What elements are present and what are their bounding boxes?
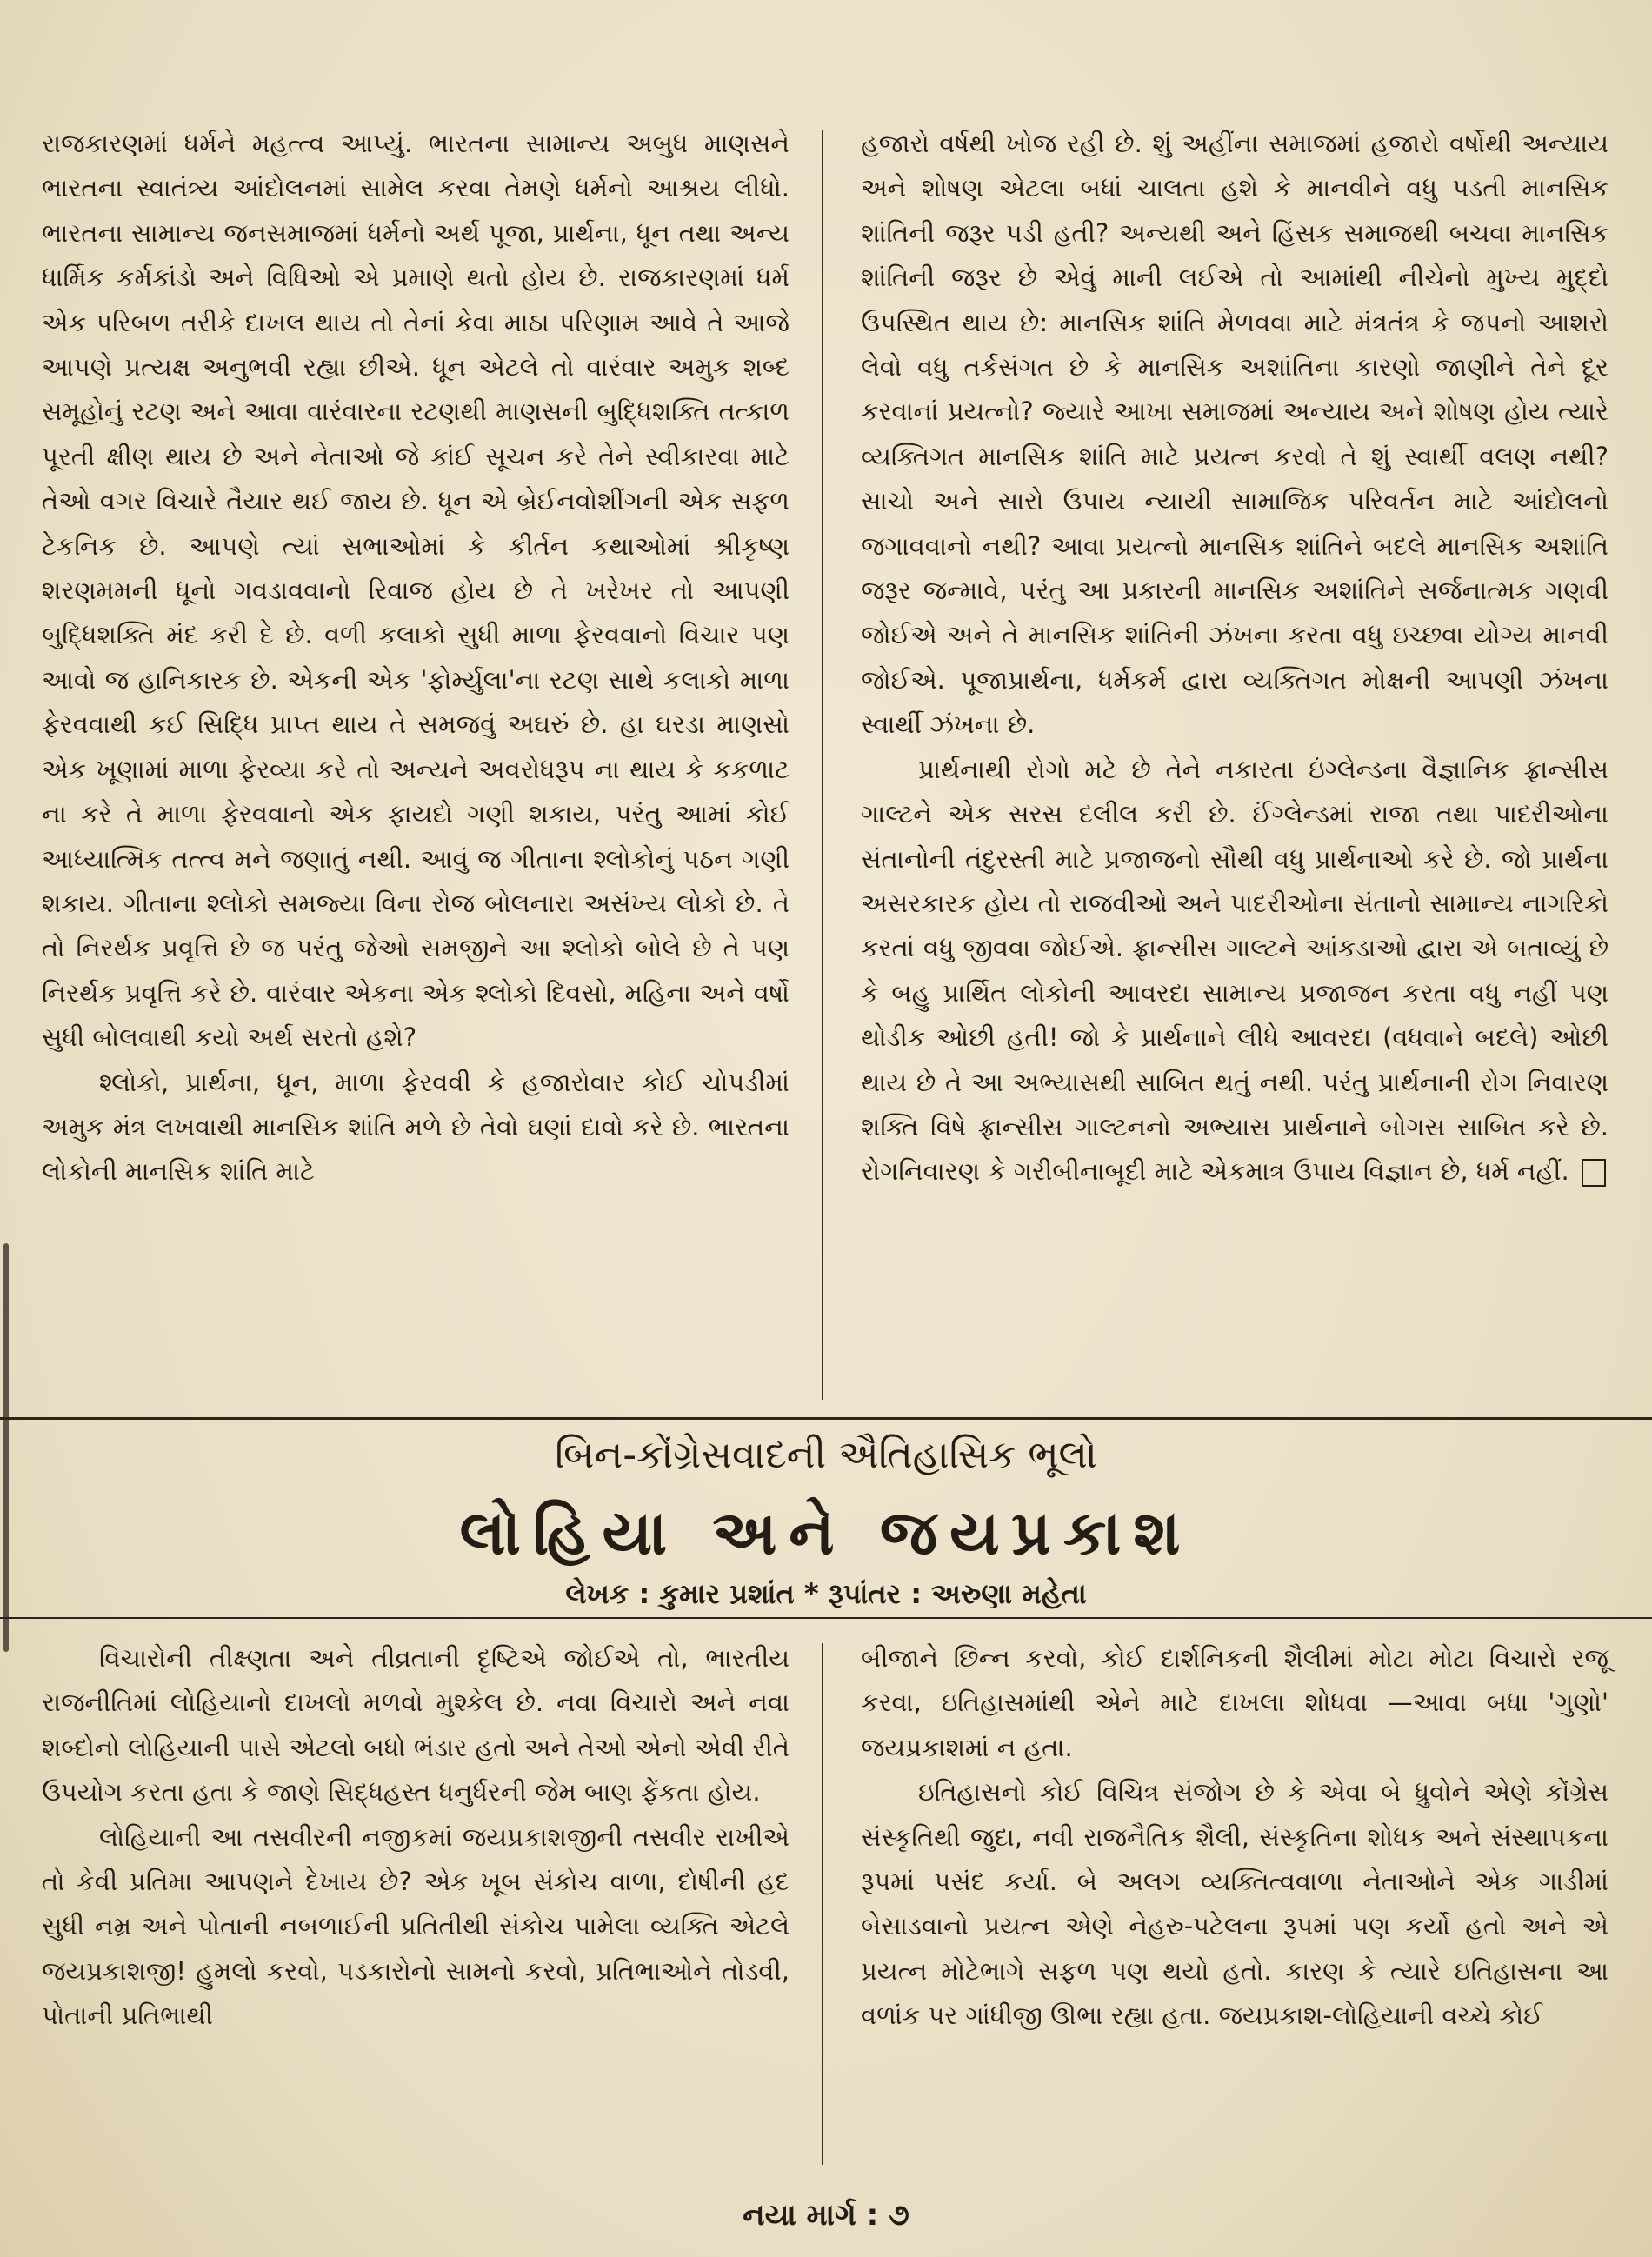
paragraph-text: પ્રાર્થનાથી રોગો મટે છે તેને નકારતા ઇંગ્લેન્ડના વૈજ્ઞાનિક ફ્રાન્સીસ ગાલ્ટને એક સરસ દલીલ કરી છે. ઈંગ્લેન્ડમાં રાજા તથા પાદરીઓના સંતાનોની તંદુરસ્તી માટે પ્રજાજનો સૌથી વધુ પ્રાર્થનાઓ કરે છે. જો પ્રાર્થના અસરકારક હોય તો રાજવીઓ અને પાદરીઓના સંતાનો સામાન્ય નાગરિકો કરતાં વધુ જીવવા જોઈએ. ફ્રાન્સીસ ગાલ્ટને આંકડાઓ દ્વારા એ બતાવ્યું છે કે બહુ પ્રાર્થિત લોકોની આવરદા સામાન્ય પ્રજાજન કરતા વધુ નહીં પણ થોડીક ઓછી હતી! જો કે પ્રાર્થનાને લીધે આવરદા (વધવાને બદલે) ઓછી થાય છે તે આ અભ્યાસથી સાબિત થતું નથી. પરંતુ પ્રાર્થનાની રોગ નિવારણ શક્તિ વિષે ફ્રાન્સીસ ગાલ્ટનનો અભ્યાસ પ્રાર્થનાને બોગસ સાબિત કરે છે. રોગનિવારણ કે ગરીબીનાબૂદી માટે એકમાત્ર ઉપાય વિજ્ઞાન છે, ધર્મ નહીં. xyxy=(861,754,1609,1187)
paragraph: બીજાને છિન્ન કરવો, કોઈ દાર્શનિકની શૈલીમાં મોટા મોટા વિચારો રજૂ કરવા, ઇતિહાસમાંથી એને માટે દાખલા શોધવા —આવા બધા 'ગુણો' જયપ્રકાશમાં ન હતા. xyxy=(861,1643,1609,1762)
paragraph: હજારો વર્ષથી ખોજ રહી છે. શું અહીંના સમાજમાં હજારો વર્ષોથી અન્યાય અને શોષણ એટલા બધાં ચાલતા હશે કે માનવીને વધુ પડતી માનસિક શાંતિની જરૂર પડી હતી? અન્યથી અને હિંસક સમાજથી બચવા માનસિક શાંતિની જરૂર છે એવું માની લઈએ તો આમાંથી નીચેનો મુખ્ય મુદ્દો ઉપસ્થિત થાય છે: માનસિક શાંતિ મેળવવા માટે મંત્રતંત્ર કે જપનો આશરો લેવો વધુ તર્કસંગત છે કે માનસિક અશાંતિના કારણો જાણીને તેને દૂર કરવાનાં પ્રયત્નો? જ્યારે આખા સમાજમાં અન્યાય અને શોષણ હોય ત્યારે વ્યક્તિગત માનસિક શાંતિ માટે પ્રયત્ન કરવો તે શું સ્વાર્થી વલણ નથી? સાચો અને સારો ઉપાય ન્યાયી સામાજિક પરિવર્તન માટે આંદોલનો જગાવવાનો નથી? આવા પ્રયત્નો માનસિક શાંતિને બદલે માનસિક અશાંતિ જરૂર જન્માવે, પરંતુ આ પ્રકારની માનસિક અશાંતિને સર્જનાત્મક ગણવી જોઈએ અને તે માનસિક શાંતિની ઝંખના કરતા વધુ ઇચ્છવા યોગ્ય માનવી જોઈએ. પૂજાપ્રાર્થના, ધર્મકર્મ દ્વારા વ્યક્તિગત મોક્ષની આપણી ઝંખના સ્વાર્થી ઝંખના છે. xyxy=(861,129,1609,740)
paragraph: શ્લોકો, પ્રાર્થના, ધૂન, માળા ફેરવવી કે હજારોવાર કોઈ ચોપડીમાં અમુક મંત્ર લખવાથી માનસિક શાંતિ મળે છે તેવો ઘણાં દાવો કરે છે. ભારતના લોકોની માનસિક શાંતિ માટે xyxy=(42,1067,789,1187)
section-rule xyxy=(0,1417,1652,1420)
bottom-right-column xyxy=(861,1636,1609,2039)
paragraph: રાજકારણમાં ધર્મને મહત્ત્વ આપ્યું. ભારતના સામાન્ય અબુધ માણસને ભારતના સ્વાતંત્ર્ય આંદોલનમાં સામેલ કરવા તેમણે ધર્મનો આશ્રય લીધો. ભારતના સામાન્ય જનસમાજમાં ધર્મનો અર્થ પૂજા, પ્રાર્થના, ધૂન તથા અન્ય ધાર્મિક કર્મકાંડો અને વિધિઓ એ પ્રમાણે થતો હોય છે. રાજકારણમાં ધર્મ એક પરિબળ તરીકે દાખલ થાય તો તેનાં કેવા માઠા પરિણામ આવે તે આજે આપણે પ્રત્યક્ષ અનુભવી રહ્યા છીએ. ધૂન એટલે તો વારંવાર અમુક શબ્દ સમૂહોનું રટણ અને આવા વારંવારના રટણથી માણસની બુદ્ધિશક્તિ તત્કાળ પૂરતી ક્ષીણ થાય છે અને નેતાઓ જે કાંઈ સૂચન કરે તેને સ્વીકારવા માટે તેઓ વગર વિચારે તૈયાર થઈ જાય છે. ધૂન એ બ્રેઈનવોશીંગની એક સફળ ટેકનિક છે. આપણે ત્યાં સભાઓમાં કે કીર્તન કથાઓમાં શ્રીકૃષ્ણ શરણમમની ધૂનો ગવડાવવાનો રિવાજ હોય છે તે ખરેખર તો આપણી બુદ્ધિશક્તિ મંદ કરી દે છે. વળી કલાકો સુધી માળા ફેરવવાનો વિચાર પણ આવો જ હાનિકારક છે. એકની એક 'ફોર્મ્યુલા'ના રટણ સાથે કલાકો માળા ફેરવવાથી કઈ સિદ્ધિ પ્રાપ્ત થાય તે સમજવું અઘરું છે. હા ઘરડા માણસો એક ખૂણામાં માળા ફેરવ્યા કરે તો અન્યને અવરોધરૂપ ના થાય કે કકળાટ ના કરે તે માળા ફેરવવાનો એક ફાયદો ગણી શકાય, પરંતુ આમાં કોઈ આધ્યાત્મિક તત્ત્વ મને જણાતું નથી. આવું જ ગીતાના શ્લોકોનું પઠન ગણી શકાય. ગીતાના શ્લોકો સમજ્યા વિના રોજ બોલનારા અસંખ્ય લોકો છે. તે તો નિરર્થક પ્રવૃત્તિ છે જ પરંતુ જેઓ સમજીને આ શ્લોકો બોલે છે તે પણ નિરર્થક પ્રવૃત્તિ કરે છે. વારંવાર એકના એક શ્લોકો દિવસો, મહિના અને વર્ષો સુધી બોલવાથી કયો અર્થ સરતો હશે? xyxy=(42,129,789,1053)
bottom-left-column xyxy=(42,1636,789,2039)
article-byline: લેખક : કુમાર પ્રશાંત * રૂપાંતર : અરુણા મહેતા xyxy=(565,1577,1087,1610)
section-rule xyxy=(0,1617,1652,1619)
article-kicker: બિન-કોંગ્રેસવાદની ઐતિહાસિક ભૂલો xyxy=(555,1433,1097,1477)
paragraph: વિચારોની તીક્ષ્ણતા અને તીવ્રતાની દૃષ્ટિએ જોઈએ તો, ભારતીય રાજનીતિમાં લોહિયાનો દાખલો મળવો મુશ્કેલ છે. નવા વિચારો અને નવા શબ્દોનો લોહિયાની પાસે એટલો બધો ભંડાર હતો અને તેઓ એનો એવી રીતે ઉપયોગ કરતા હતા કે જાણે સિદ્ધહસ્ત ધનુર્ધરની જેમ બાણ ફેંકતા હોય. xyxy=(42,1643,789,1808)
article-headline: લોહિયા અને જયપ્રકાશ xyxy=(459,1497,1193,1568)
paragraph xyxy=(861,748,1609,1195)
paragraph: ઇતિહાસનો કોઈ વિચિત્ર સંજોગ છે કે એવા બે ધ્રુવોને એણે કોંગ્રેસ સંસ્કૃતિથી જુદા, નવી રાજનૈતિક શૈલી, સંસ્કૃતિના શોધક અને સંસ્થાપકના રૂપમાં પસંદ કર્યા. બે અલગ વ્યક્તિત્વવાળા નેતાઓને એક ગાડીમાં બેસાડવાનો પ્રયત્ન એણે નેહરુ-પટેલના રૂપમાં પણ કર્યો હતો અને એ પ્રયત્ન મોટેભાગે સફળ પણ થયો હતો. કારણ કે ત્યારે ઇતિહાસના આ વળાંક પર ગાંધીજી ઊભા રહ્યા હતા. જયપ્રકાશ-લોહિયાની વચ્ચે કોઈ xyxy=(861,1777,1609,2031)
top-right-column xyxy=(861,122,1609,1195)
paragraph: લોહિયાની આ તસવીરની નજીકમાં જયપ્રકાશજીની તસવીર રાખીએ તો કેવી પ્રતિમા આપણને દેખાય છે? એક ખૂબ સંકોચ વાળા, દોષીની હદ સુધી નમ્ર અને પોતાની નબળાઈની પ્રતિતીથી સંકોચ પામેલા વ્યક્તિ એટલે જયપ્રકાશજી! હુમલો કરવો, પડકારોનો સામનો કરવો, પ્રતિભાઓને તોડવી, પોતાની પ્રતિભાથી xyxy=(42,1821,789,2031)
end-mark-icon xyxy=(1582,1159,1606,1187)
page-footer: નયા માર્ગ : ૭ xyxy=(743,2198,909,2233)
column-divider xyxy=(822,130,823,1400)
top-left-column xyxy=(42,122,789,1195)
column-divider xyxy=(822,1643,823,2165)
